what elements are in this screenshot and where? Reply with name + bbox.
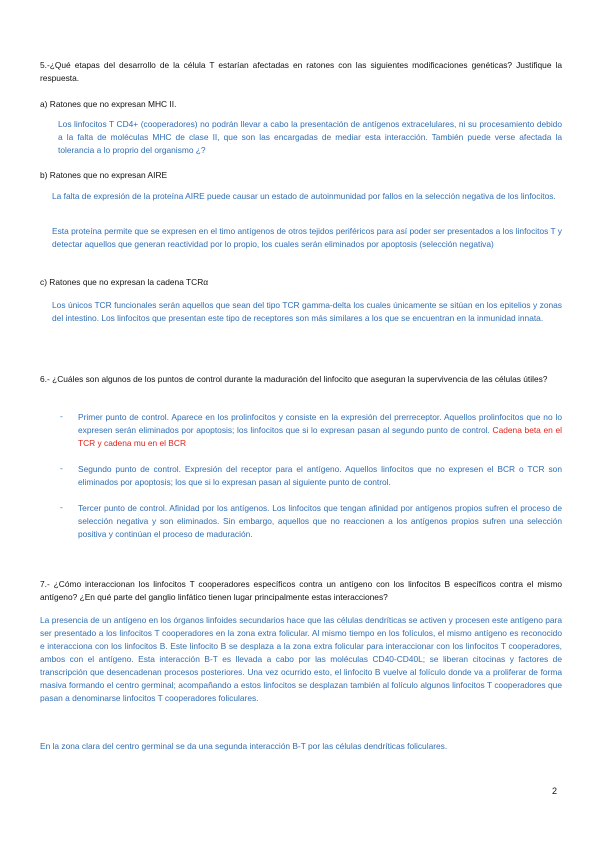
q5-b-label: b) Ratones que no expresan AIRE: [40, 170, 168, 180]
q5-b-answer-1: La falta de expresión de la proteína AIRE puede causar un estado de autoinmunidad por fallos en la selección negativa de los linfocitos.: [52, 191, 556, 201]
q6-item-1: [78, 411, 562, 450]
question-5: 5.-¿Qué etapas del desarrollo de la célula T estarían afectadas en ratones con las siguientes modificaciones genéticas? Justifique la respuesta.: [40, 60, 562, 83]
q6-item-1-text: Primer punto de control. Aparece en los prolinfocitos y consiste en la expresión del prerreceptor. Aquellos prolinfocitos que no lo expresen serán eliminados por apoptosis; los linfocitos que si lo expresan pasan al segundo punto de control.: [78, 412, 562, 435]
bullet-1: -: [60, 411, 63, 421]
page-number: 2: [552, 786, 558, 796]
q5-a-label: a) Ratones que no expresan MHC II.: [40, 99, 177, 109]
q5-b-answer-2: Esta proteína permite que se expresen en el timo antígenos de otros tejidos periféricos para así poder ser presentados a los linfocitos T y detectar aquellos que generan reactividad por lo propio, los cuales serán eliminados por apoptosis (selección negativa): [52, 226, 562, 249]
bullet-3: -: [60, 502, 63, 512]
q7-answer-1: La presencia de un antígeno en los órganos linfoides secundarios hace que las células dendríticas se activen y procesen este antígeno para ser presentado a los linfocitos T cooperadores en la zona extra folicular. Al mismo tiempo en los folículos, el mismo antígeno es reconocido e interacciona con los linfocitos B. Este linfocito B se desplaza a la zona extra folicular para interaccionar con los linfocitos T cooperadores, ambos con el antígeno. Esta interacción B-T es llevada a cabo por las moléculas CD40-CD40L; se liberan citocinas y factores de transcripción que desencadenan procesos posteriores. Una vez ocurrido esto, el linfocito B vuelve al folículo donde va a proliferar de forma masiva formando el centro germinal; acompañando a estos linfocitos se desplazan también al folículo algunos linfocitos T cooperadores que pasan a denominarse linfocitos T cooperadores foliculares.: [40, 615, 562, 703]
q6-item-1-red-note: Cadena beta en el TCR y cadena mu en el BCR: [78, 425, 562, 448]
q7-answer-2: En la zona clara del centro germinal se da una segunda interacción B-T por las células dendríticas foliculares.: [40, 741, 448, 751]
q6-item-2: Segundo punto de control. Expresión del receptor para el antígeno. Aquellos linfocitos que no expresen el BCR o TCR son eliminados por apoptosis; los que si lo expresan pasan al siguiente punto de control.: [78, 464, 562, 487]
question-7: 7.- ¿Cómo interaccionan los linfocitos T cooperadores específicos contra un antígeno con los linfocitos B específicos contra el mismo antígeno? ¿En qué parte del ganglio linfático tienen lugar principalmente estas interacciones?: [40, 579, 562, 602]
q6-item-3: Tercer punto de control. Afinidad por los antígenos. Los linfocitos que tengan afinidad por antígenos propios sufren el proceso de selección negativa y son eliminados. Sin embargo, aquellos que no reaccionen a los antígenos propios sufren una selección positiva y continúan el proceso de maduración.: [78, 503, 562, 539]
q5-c-answer: Los únicos TCR funcionales serán aquellos que sean del tipo TCR gamma-delta los cuales únicamente se sitúan en los epitelios y zonas del intestino. Los linfocitos que presentan este tipo de receptores son más similares a los que se encuentran en la inmunidad innata.: [52, 300, 562, 323]
q5-a-answer: Los linfocitos T CD4+ (cooperadores) no podrán llevar a cabo la presentación de antígenos extracelulares, ni su procesamiento debido a la falta de moléculas MHC de clase II, que son las encargadas de mediar esta interacción. También puede verse afectada la tolerancia a lo proprio del organismo ¿?: [58, 119, 562, 155]
bullet-2: -: [60, 463, 63, 473]
question-6: 6.- ¿Cuáles son algunos de los puntos de control durante la maduración del linfocito que aseguran la supervivencia de las células útiles?: [40, 374, 548, 384]
q5-c-label: c) Ratones que no expresan la cadena TCRα: [40, 277, 209, 287]
